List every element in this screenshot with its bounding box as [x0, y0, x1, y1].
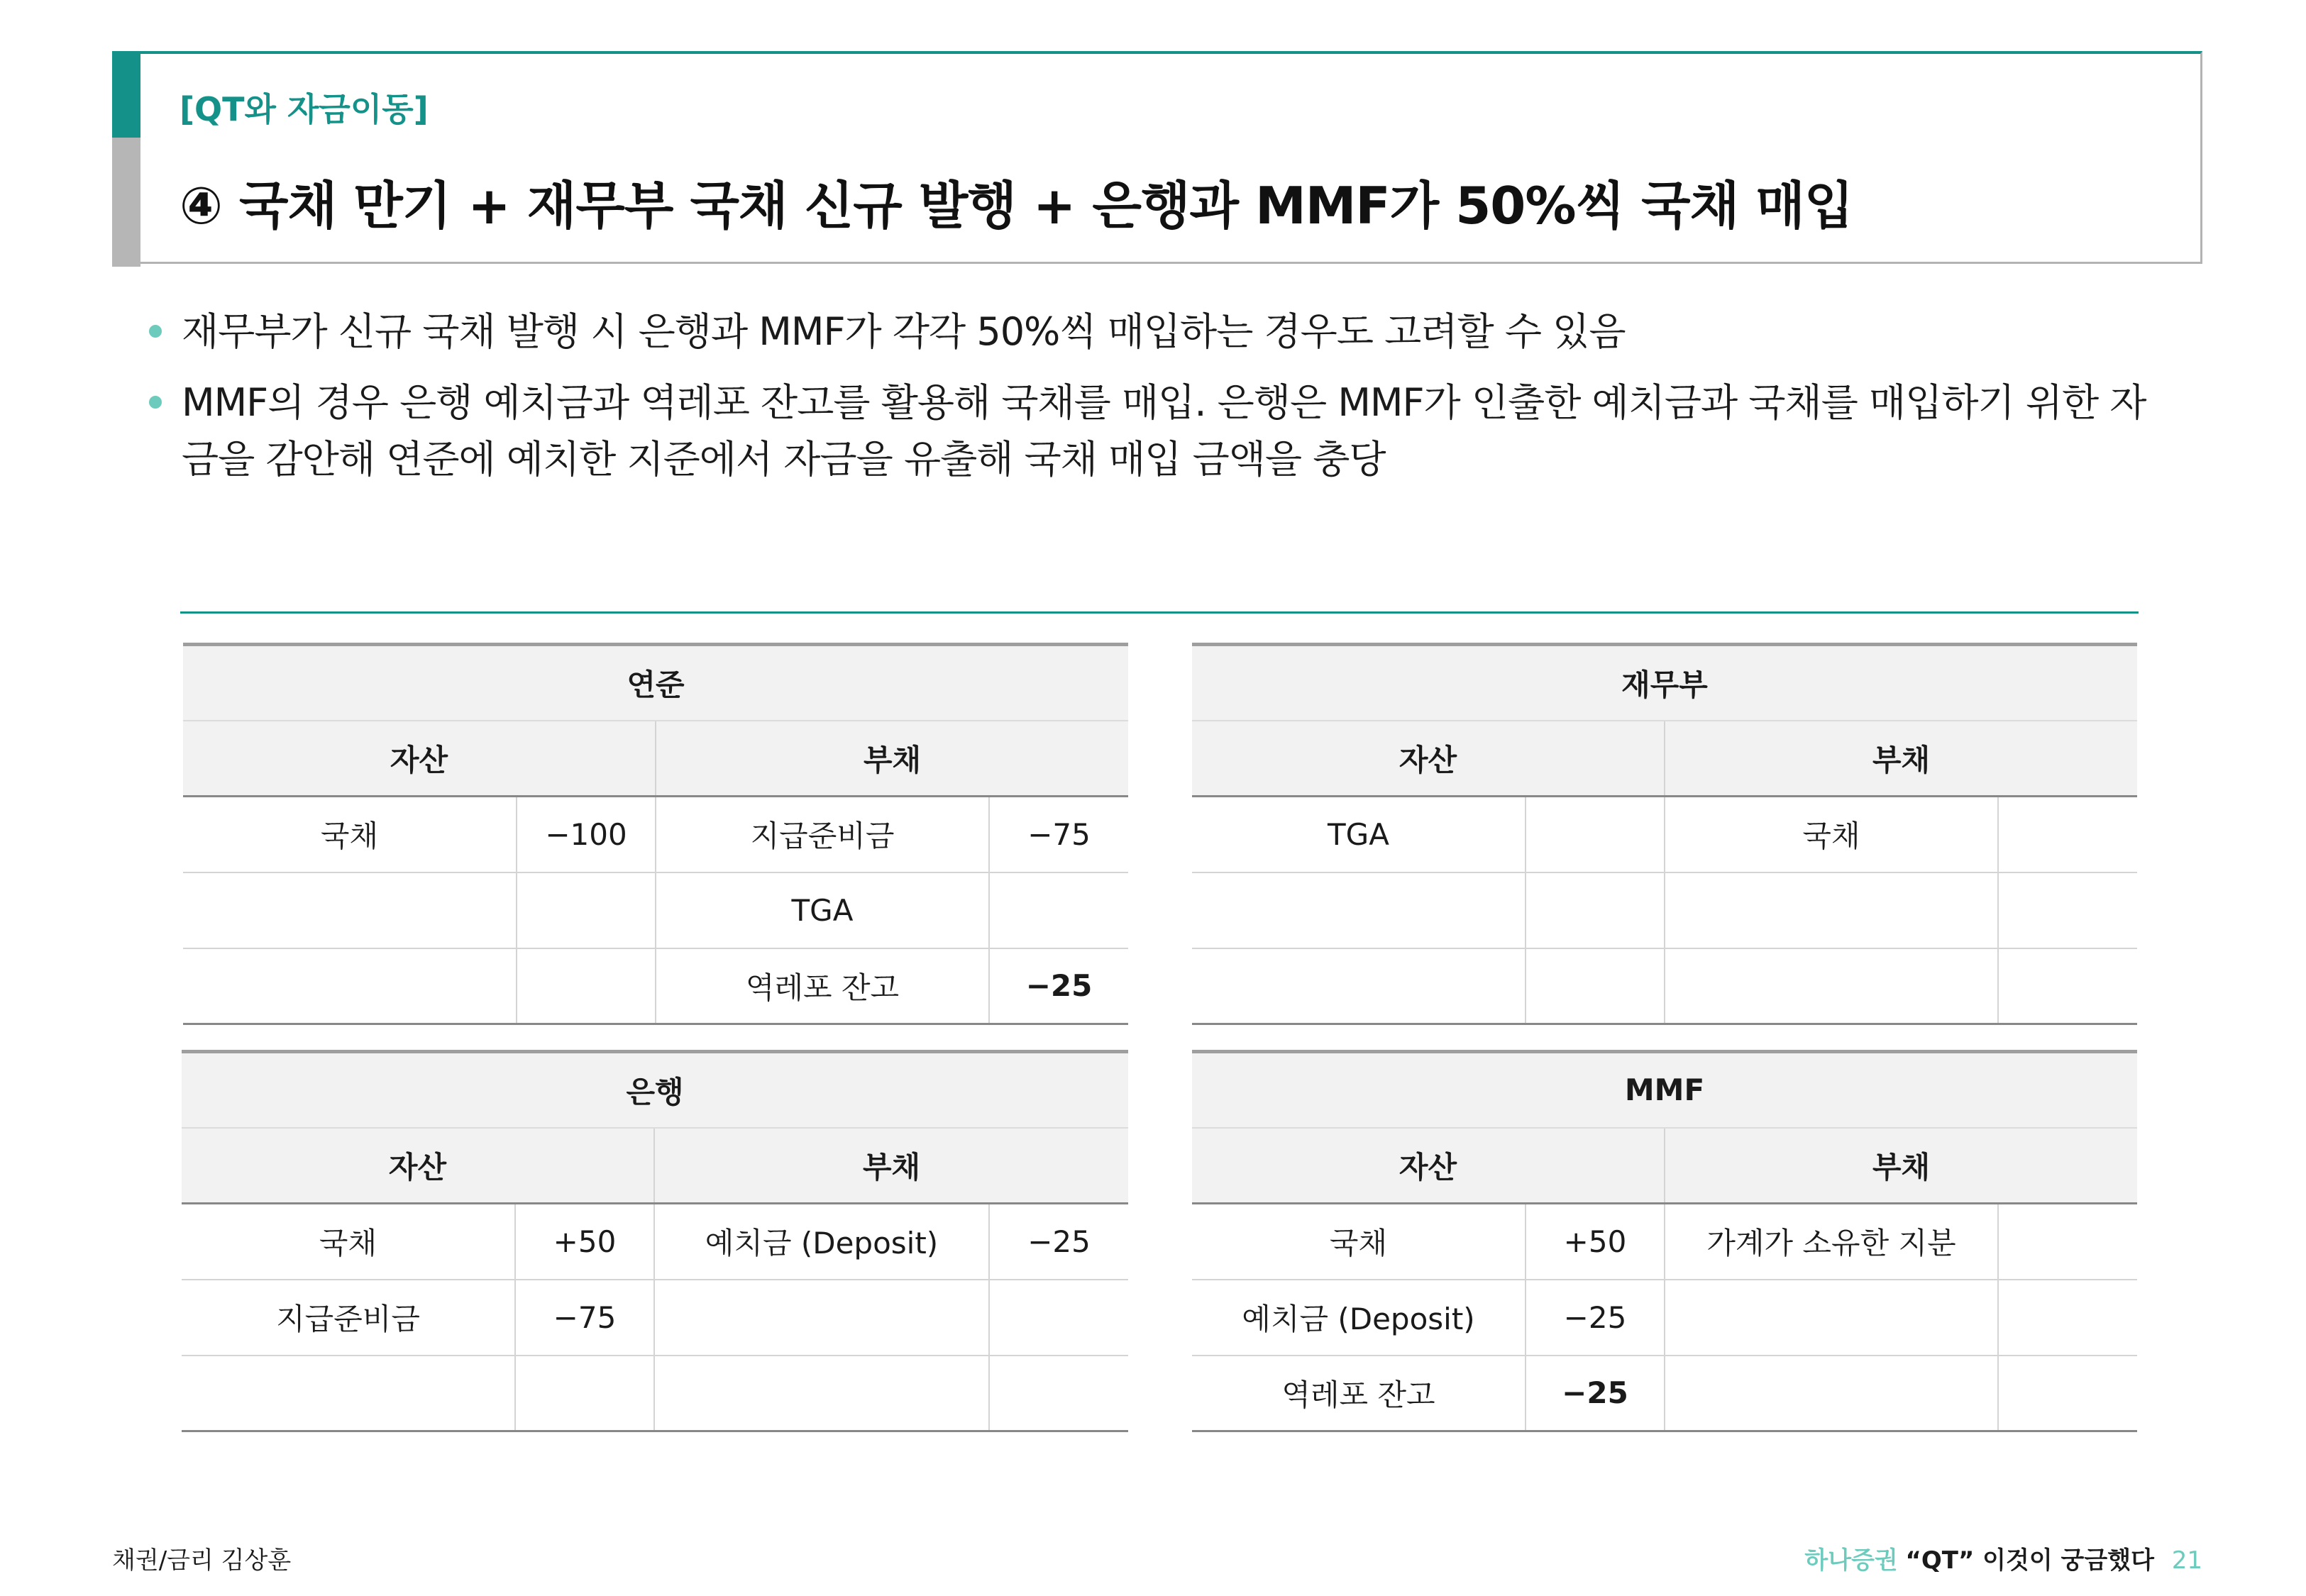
asset-item: [182, 1356, 515, 1431]
liability-value: [1998, 1280, 2137, 1356]
asset-value: +50: [515, 1204, 654, 1280]
asset-item: 국채: [183, 797, 517, 872]
table-row: [1192, 1280, 2137, 1356]
table-row: [183, 948, 1128, 1024]
section-header: [112, 51, 2202, 264]
liability-header: 부채: [1665, 1128, 2137, 1204]
asset-item: [183, 872, 517, 948]
asset-value: [517, 872, 656, 948]
table-row: [1192, 948, 2137, 1024]
liability-value: −75: [989, 797, 1128, 872]
liability-header: 부채: [654, 1128, 1128, 1204]
asset-value: +50: [1526, 1204, 1665, 1280]
liability-value: [989, 872, 1128, 948]
asset-header: 자산: [1192, 1128, 1665, 1204]
table-row: [1192, 1204, 2137, 1280]
mmf-balance-sheet: [1192, 1050, 2137, 1432]
liability-value: [989, 1280, 1128, 1356]
header-gray-bar: [112, 138, 140, 267]
table-title: MMF: [1192, 1052, 2137, 1128]
footer-right: [1804, 1541, 2202, 1575]
table-title: 은행: [182, 1052, 1128, 1128]
asset-header: 자산: [1192, 721, 1665, 797]
asset-value: [1526, 948, 1665, 1024]
liability-value: [1998, 872, 2137, 948]
asset-value: −25: [1526, 1356, 1665, 1431]
bullet-dot-icon: [149, 325, 162, 338]
treasury-balance-sheet: [1192, 643, 2137, 1025]
asset-item: [1192, 948, 1526, 1024]
asset-item: 예치금 (Deposit): [1192, 1280, 1526, 1356]
table-title: 연준: [183, 645, 1128, 721]
table-row: [182, 1356, 1128, 1431]
asset-item: 지급준비금: [182, 1280, 515, 1356]
table-title: 재무부: [1192, 645, 2137, 721]
bullet-text: 재무부가 신규 국채 발행 시 은행과 MMF가 각각 50%씩 매입하는 경우도 고려할 수 있음: [182, 309, 1626, 354]
liability-header: 부채: [1665, 721, 2137, 797]
bullet-item: [148, 304, 2170, 360]
liability-item: [654, 1356, 989, 1431]
asset-value: −25: [1526, 1280, 1665, 1356]
liability-value: [1998, 1204, 2137, 1280]
fed-balance-sheet: [183, 643, 1128, 1025]
liability-item: TGA: [656, 872, 989, 948]
liability-value: [1998, 948, 2137, 1024]
asset-value: [517, 948, 656, 1024]
asset-value: −100: [517, 797, 656, 872]
section-divider: [180, 611, 2139, 614]
bullet-text: MMF의 경우 은행 예치금과 역레포 잔고를 활용해 국채를 매입. 은행은 MMF가 인출한 예치금과 국채를 매입하기 위한 자금을 감안해 연준에 예치한 지준에서 자금을 유출해 국채 매입 금액을 충당: [182, 380, 2146, 482]
liability-value: [1998, 797, 2137, 872]
table-row: [182, 1204, 1128, 1280]
asset-item: [1192, 872, 1526, 948]
asset-item: [183, 948, 517, 1024]
liability-item: 국채: [1665, 797, 1998, 872]
liability-item: [1665, 1280, 1998, 1356]
liability-item: [1665, 1356, 1998, 1431]
table-row: [183, 797, 1128, 872]
liability-item: [1665, 872, 1998, 948]
footer-author: 채권/금리 김상훈: [112, 1546, 292, 1575]
section-subtitle: [QT와 자금이동]: [180, 90, 429, 128]
table-row: [182, 1280, 1128, 1356]
asset-header: 자산: [183, 721, 656, 797]
page-title: ④ 국채 만기 + 재무부 국채 신규 발행 + 은행과 MMF가 50%씩 국채 매입: [180, 176, 1853, 235]
liability-value: [1998, 1356, 2137, 1431]
table-row: [1192, 872, 2137, 948]
liability-item: [1665, 948, 1998, 1024]
asset-value: [515, 1356, 654, 1431]
asset-item: TGA: [1192, 797, 1526, 872]
table-row: [1192, 797, 2137, 872]
liability-item: 예치금 (Deposit): [654, 1204, 989, 1280]
liability-item: 지급준비금: [656, 797, 989, 872]
page-number: 21: [2171, 1546, 2202, 1575]
liability-value: [989, 1356, 1128, 1431]
asset-item: 국채: [182, 1204, 515, 1280]
liability-item: 역레포 잔고: [656, 948, 989, 1024]
asset-value: −75: [515, 1280, 654, 1356]
liability-value: −25: [989, 948, 1128, 1024]
footer-doc-title: “QT” 이것이 궁금했다: [1905, 1546, 2154, 1575]
asset-item: 역레포 잔고: [1192, 1356, 1526, 1431]
header-accent-bar: [112, 51, 140, 138]
asset-value: [1526, 797, 1665, 872]
table-row: [183, 872, 1128, 948]
liability-header: 부채: [656, 721, 1128, 797]
asset-header: 자산: [182, 1128, 654, 1204]
asset-value: [1526, 872, 1665, 948]
table-row: [1192, 1356, 2137, 1431]
bullet-list: [148, 304, 2170, 502]
asset-item: 국채: [1192, 1204, 1526, 1280]
liability-item: 가계가 소유한 지분: [1665, 1204, 1998, 1280]
bullet-dot-icon: [149, 396, 162, 409]
footer-brand: 하나증권: [1804, 1546, 1898, 1575]
bank-balance-sheet: [182, 1050, 1128, 1432]
liability-item: [654, 1280, 989, 1356]
bullet-item: [148, 375, 2170, 488]
liability-value: −25: [989, 1204, 1128, 1280]
